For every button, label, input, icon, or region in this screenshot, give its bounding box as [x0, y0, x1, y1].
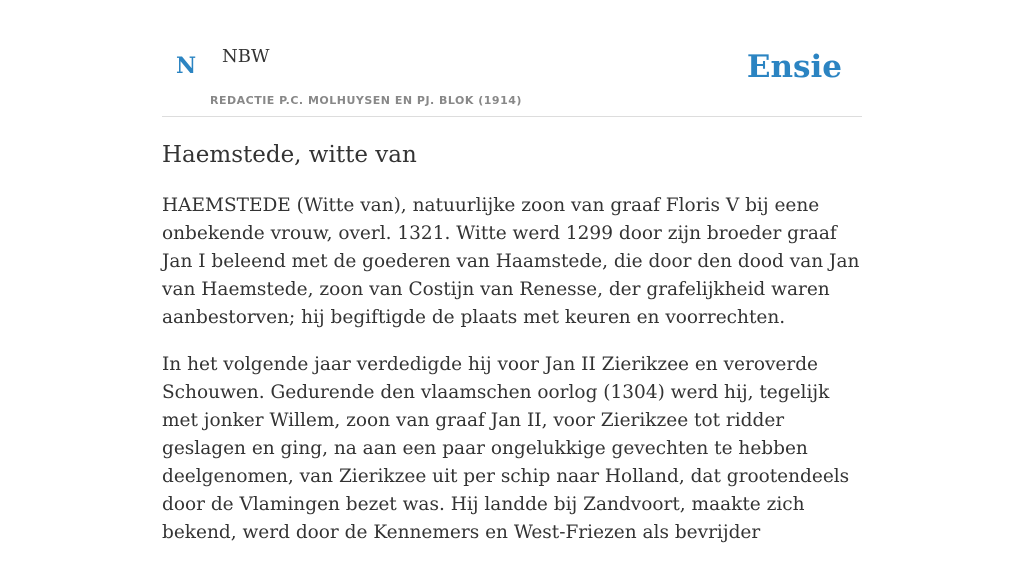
article-paragraph: HAEMSTEDE (Witte van), natuurlijke zoon van graaf Floris V bij eene onbekende vrouw, overl. 1321. Witte werd 1299 door zijn broeder graaf Jan I beleend met de goederen van Haamstede, die door den dood van Jan van Haemstede, zoon van Costijn van Renesse, der grafelijkheid waren aanbestorven; hij begiftigde de plaats met keuren en voorrechten.	[162, 195, 860, 328]
source-logo[interactable]: N	[176, 53, 197, 79]
article-paragraph: In het volgende jaar verdedigde hij voor Jan II Zierikzee en veroverde Schouwen. Gedurende den vlaamschen oorlog (1304) werd hij, tegelijk met jonker Willem, zoon van graaf Jan II, voor Zierikzee tot ridder geslagen en ging, na aan een paar ongelukkige gevechten te hebben deelgenomen, van Zierikzee uit per schip naar Holland, dat grootendeels door de Vlamingen bezet was. Hij landde bij Zandvoort, maakte zich bekend, werd door de Kennemers en West-Friezen als bevrijder	[162, 354, 850, 543]
brand-logo[interactable]: Ensie	[746, 49, 842, 85]
source-subtitle: REDACTIE P.C. MOLHUYSEN EN PJ. BLOK (1914)	[210, 94, 522, 107]
article-title: Haemstede, witte van	[162, 142, 417, 168]
article-body	[162, 192, 862, 566]
source-header	[162, 0, 862, 117]
source-name[interactable]: NBW	[222, 46, 270, 67]
